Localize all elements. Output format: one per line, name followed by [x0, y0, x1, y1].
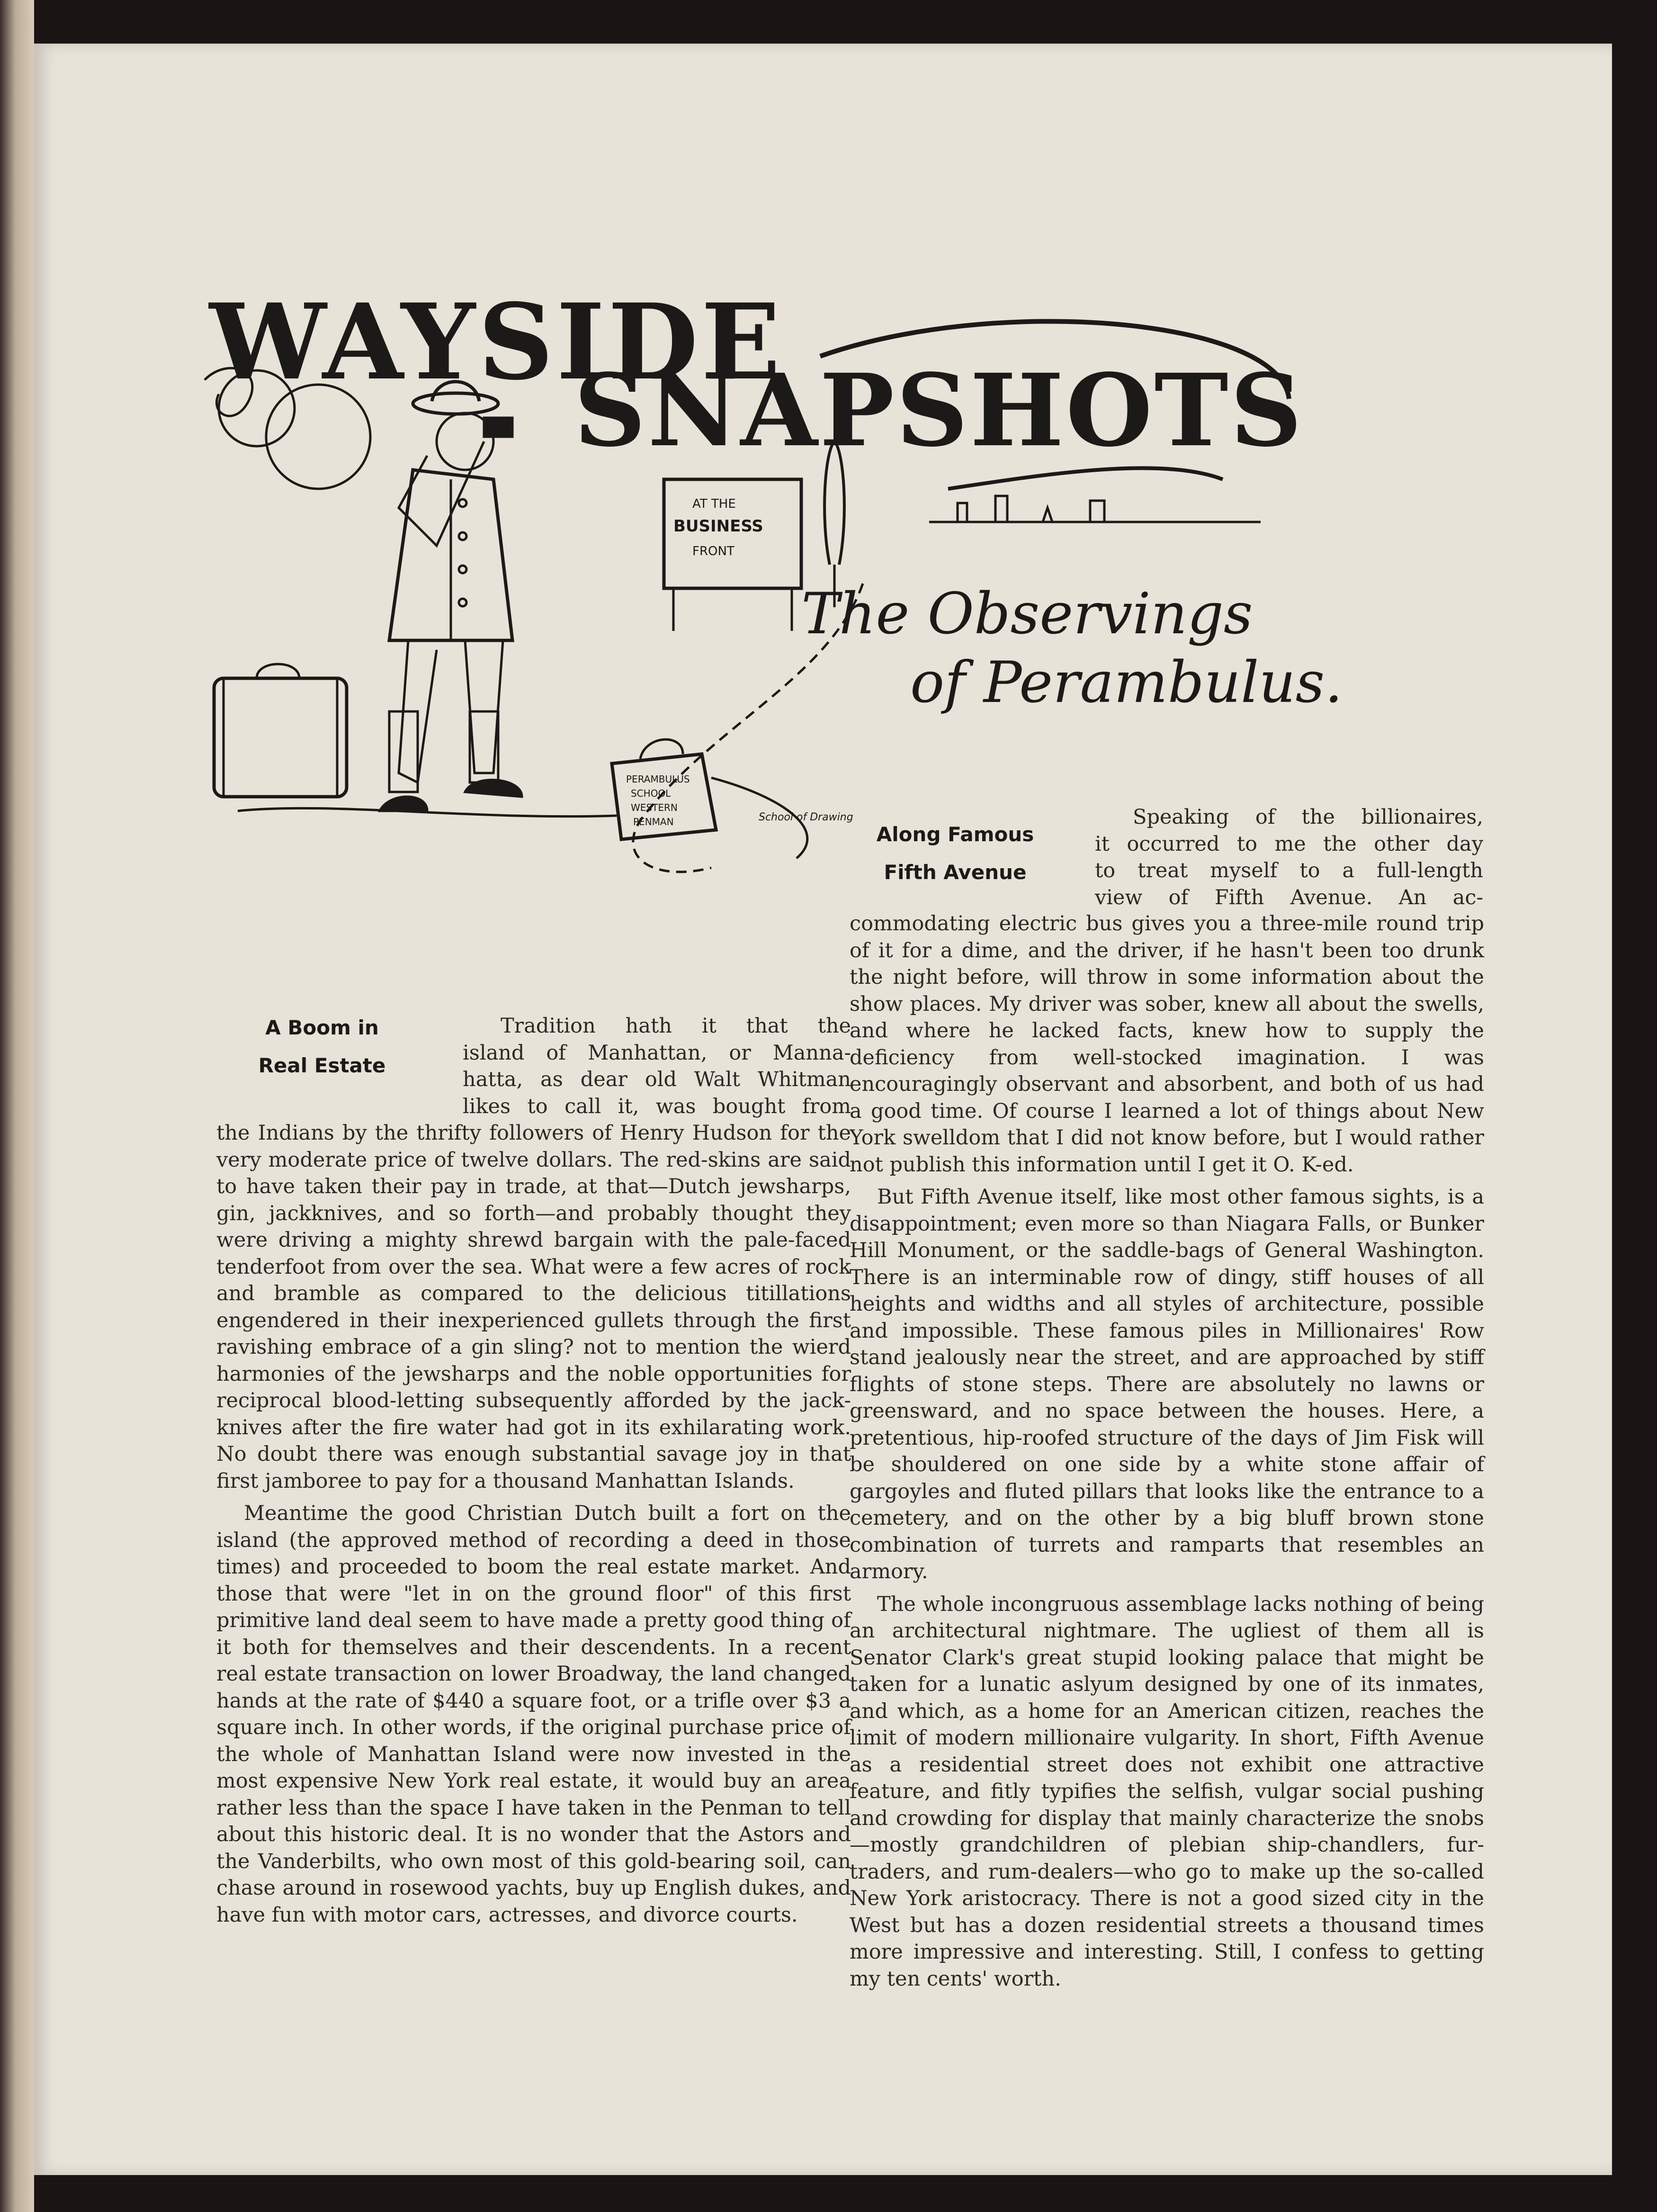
satchel-text-2: SCHOOL: [631, 788, 671, 799]
satchel-text-4: PENMAN: [633, 816, 674, 827]
section2-paragraph-3: The whole incongruous assemblage lacks nothing of being an architectural nightmare. The ugliest of them all is Senator Clark's great stupid looking palace that might be taken for a lunatic aslyum designed by one of its inmates, and which, as a home for an American citizen, reaches the limit of modern millionaire vulgarity. In short, Fifth Avenue as a residential street does not exhibit one attractive feature, and fitly typifies the selfish, vulgar social pushing and crowding for display that mainly characterize the snobs—mostly grandchildren of plebian ship-chandlers, fur-traders, and rum-dealers—who go to make up the so-called New York aristocracy. There is not a good sized city in the West but has a dozen residential streets a thousand times more impressive and interesting. Still, I confess to getting my ten cents' worth.: [850, 1592, 1484, 1991]
satchel-text-3: WESTERN: [631, 802, 678, 813]
section2-intro-line: to treat myself to a full-length: [1095, 859, 1483, 882]
section2-paragraph-1: commodating electric bus gives you a three-mile round trip of it for a dime, and the driver, if he hasn't been too drunk the night before, will throw in some information about the show places. My driver was sober, knew all about the swells, and where he lacked facts, knew how to supply the deficiency from well-stocked imagination. I was encouragingly observant and absorbent, and both of us had a good time. Of course I learned a lot of things about New York swelldom that I did not know before, but I would rather not publish this information until I get it O. K-ed.: [850, 912, 1484, 1177]
section2-intro-line: Speaking of the billionaires,: [1133, 805, 1483, 829]
billboard-text-1: AT THE: [692, 497, 736, 511]
subtitle-line-1: The Observings: [801, 581, 1253, 647]
section2-intro-line: view of Fifth Avenue. An ac-: [1095, 885, 1483, 909]
section2-paragraph-2: But Fifth Avenue itself, like most other famous sights, is a disappointment; even more so than Niagara Falls, or Bunker Hill Monument, or the saddle-bags of General Washington. There is an interminable row of dingy, stiff houses of all heights and widths and all styles of architecture, possible and impossible. These famous piles in Millionaires' Row stand jealously near the street, and are approached by stiff flights of stone steps. There are absolutely no lawns or greensward, and no space between the houses. Here, a pretentious, hip-roofed structure of the days of Jim Fisk will be shouldered on one side by a white stone affair of gargoyles and fluted pillars that looks like the entrance to a cemetery, and on the other by a big bluff brown stone combination of turrets and ramparts that resembles an armory.: [850, 1185, 1484, 1583]
section2-heading-line2: Fifth Avenue: [884, 861, 1027, 884]
section1-intro-line: island of Manhattan, or Manna-: [463, 1041, 851, 1065]
section2-body: [850, 910, 1484, 1992]
section1-heading-line2: Real Estate: [258, 1054, 386, 1077]
section1-intro-line: likes to call it, was bought from: [463, 1094, 851, 1118]
section1-paragraph-1: the Indians by the thrifty followers of Henry Hudson for the very moderate price of twelve dollars. The red-skins are said to have taken their pay in trade, at that—Dutch jewsharps, gin, jackknives, and so forth—and probably thought they were driving a mighty shrewd bargain with the pale-faced tenderfoot from over the sea. What were a few acres of rock and bramble as compared to the delicious titillations engendered in their inexperienced gullets through the first ravishing embrace of a gin sling? not to mention the wierd harmonies of the jewsharps and the noble opportunities for reciprocal blood-letting subsequently afforded by the jack-knives after the fire water had got in its exhilarating work. No doubt there was enough substantial savage joy in that first jamboree to pay for a thousand Manhattan Islands.: [216, 1121, 851, 1493]
section2-intro: [1095, 804, 1483, 911]
section1-heading-line1: A Boom in: [265, 1016, 379, 1039]
section2-heading-line1: Along Famous: [876, 823, 1034, 846]
section1-intro-line: Tradition hath it that the: [501, 1014, 851, 1038]
section2-heading: [856, 816, 1055, 891]
section1-intro-line: hatta, as dear old Walt Whitman: [463, 1068, 851, 1091]
section1-heading: [237, 1009, 407, 1085]
subtitle-line-2: of Perambulus.: [910, 650, 1343, 716]
section1-intro: [463, 1013, 851, 1120]
section1-body: [216, 1120, 851, 1928]
section1-paragraph-2: Meantime the good Christian Dutch built a fort on the island (the approved method of recording a deed in those times) and proceeded to boom the real estate market. And those that were "let in on the ground floor" of this first primitive land deal seem to have made a pretty good thing of it both for themselves and their descendents. In a recent real estate transaction on lower Broadway, the land changed hands at the rate of $440 a square foot, or a trifle over $3 a square inch. In other words, if the original purchase price of the whole of Manhattan Island were now invested in the most expensive New York real estate, it would buy an area rather less than the space I have taken in the Penman to tell about this historic deal. It is no wonder that the Astors and the Vanderbilts, who own most of this gold-bearing soil, can chase around in rosewood yachts, buy up English dukes, and have fun with motor cars, actresses, and divorce courts.: [216, 1502, 851, 1927]
artist-signature: School of Drawing: [759, 811, 853, 823]
magazine-page: [34, 44, 1612, 2175]
billboard-text-2: BUSINESS: [673, 517, 763, 536]
satchel-text-1: PERAMBULUS: [626, 773, 690, 785]
billboard-text-3: FRONT: [692, 544, 734, 558]
title-line-1: WAYSIDE: [209, 280, 784, 403]
book-spine: [0, 0, 34, 2212]
section2-intro-line: it occurred to me the other day: [1095, 832, 1483, 856]
title-line-2: SNAPSHOTS: [574, 352, 1304, 469]
